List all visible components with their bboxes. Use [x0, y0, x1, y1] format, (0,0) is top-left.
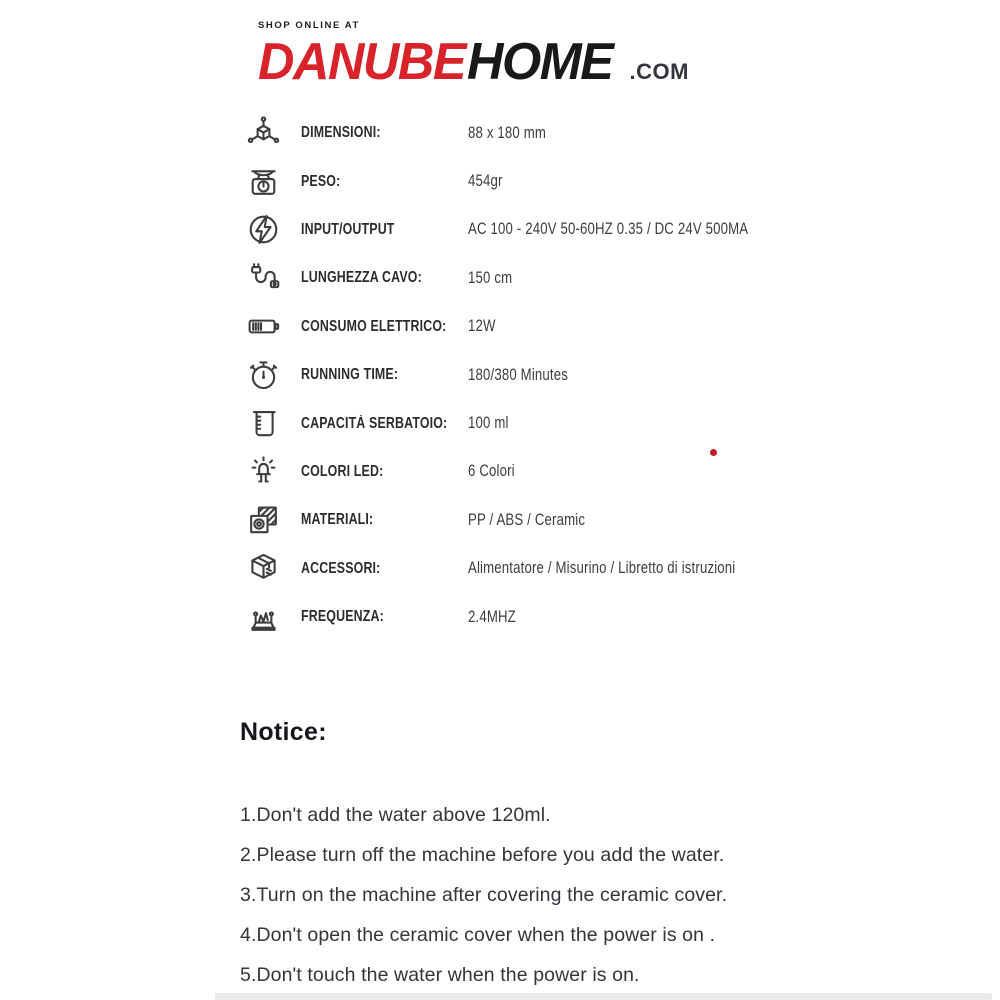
materials-icon [243, 500, 283, 540]
spec-row [243, 254, 818, 302]
notice-list [240, 795, 727, 995]
spec-row [243, 399, 818, 447]
battery-icon [243, 307, 283, 347]
spec-label: INPUT/OUTPUT [301, 220, 395, 238]
beaker-icon [243, 404, 283, 444]
notice-title: Notice: [240, 718, 327, 746]
spec-value: 6 Colori [468, 462, 515, 481]
logo-domain-suffix: .COM [629, 59, 689, 84]
spec-label: MATERIALI: [301, 511, 374, 529]
dimensions-icon [243, 113, 283, 153]
spec-label: RUNNING TIME: [301, 366, 399, 384]
logo-brand-line [258, 32, 689, 92]
spec-label: LUNGHEZZA CAVO: [301, 269, 422, 287]
notice-item: 1.Don't add the water above 120ml. [240, 804, 551, 826]
spec-list [243, 109, 818, 641]
spec-row [243, 496, 818, 544]
stopwatch-icon [243, 355, 283, 395]
led-icon [243, 452, 283, 492]
frequency-icon [243, 597, 283, 637]
notice-item: 5.Don't touch the water when the power is on. [240, 964, 640, 986]
spec-row [243, 157, 818, 205]
red-dot [710, 449, 717, 456]
brand-logo [258, 20, 689, 92]
spec-value: 454gr [468, 172, 503, 191]
spec-value: 100 ml [468, 414, 509, 433]
spec-row [243, 448, 818, 496]
notice-section [240, 718, 727, 995]
power-input-icon [243, 210, 283, 250]
logo-brand-primary: DANUBE [258, 33, 466, 91]
spec-value: 88 x 180 mm [468, 123, 547, 142]
notice-item: 2.Please turn off the machine before you add the water. [240, 844, 725, 866]
notice-item: 4.Don't open the ceramic cover when the power is on . [240, 924, 716, 946]
spec-row [243, 351, 818, 399]
spec-value: PP / ABS / Ceramic [468, 510, 586, 529]
spec-row [243, 206, 818, 254]
spec-label: PESO: [301, 172, 341, 190]
spec-row [243, 303, 818, 351]
spec-value: Alimentatore / Misurino / Libretto di istruzioni [468, 559, 736, 578]
spec-value: 180/380 Minutes [468, 365, 569, 384]
spec-label: DIMENSIONI: [301, 124, 381, 142]
weight-scale-icon [243, 162, 283, 202]
spec-value: 150 cm [468, 268, 513, 287]
bottom-scrollbar-track [215, 993, 992, 1000]
cable-length-icon [243, 258, 283, 298]
spec-row [243, 593, 818, 641]
package-box-icon [243, 549, 283, 589]
spec-value: AC 100 - 240V 50-60HZ 0.35 / DC 24V 500MA [468, 220, 749, 239]
spec-label: COLORI LED: [301, 462, 384, 480]
spec-value: 12W [468, 317, 496, 336]
spec-label: CONSUMO ELETTRICO: [301, 317, 447, 335]
spec-label: FREQUENZA: [301, 608, 384, 626]
notice-item: 3.Turn on the machine after covering the ceramic cover. [240, 884, 728, 906]
logo-brand-secondary: HOME [466, 33, 613, 91]
spec-value: 2.4MHZ [468, 607, 516, 626]
spec-label: ACCESSORI: [301, 559, 381, 577]
spec-row [243, 545, 818, 593]
spec-label: CAPACITÀ SERBATOIO: [301, 414, 448, 432]
spec-row [243, 109, 818, 157]
logo-tagline: SHOP ONLINE AT [258, 20, 360, 31]
